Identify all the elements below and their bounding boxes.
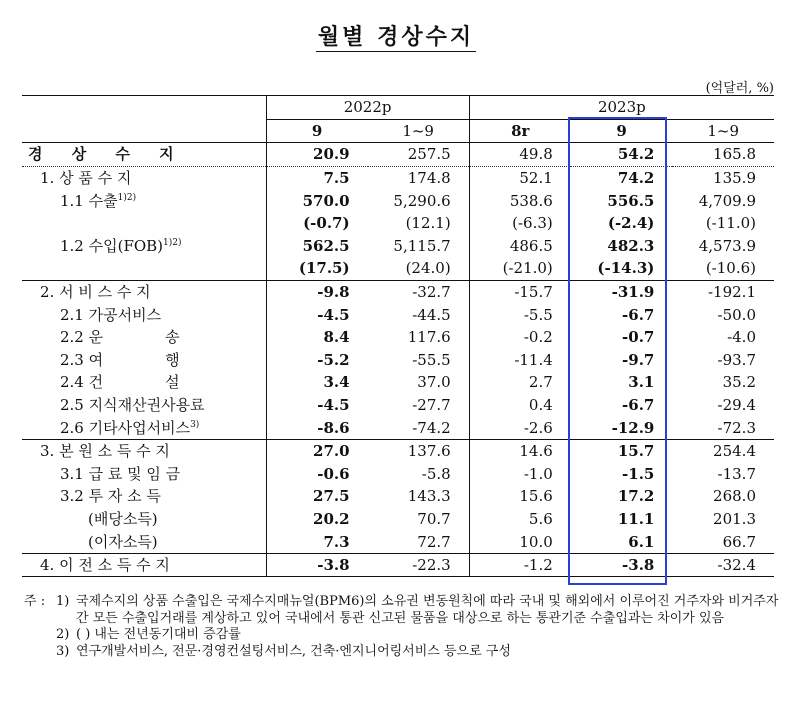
row-label-text: 2.6 기타사업서비스 [60, 418, 191, 437]
header-blank [22, 96, 266, 120]
unit-label: (억달러, %) [705, 81, 774, 96]
header-period-row [22, 119, 774, 143]
table-cell: 8.4 [266, 326, 368, 349]
table-row [22, 416, 774, 439]
table-cell: 4,573.9 [698, 236, 756, 255]
footnote-marker: 1)2) [163, 237, 182, 248]
table-cell: (24.0) [368, 257, 470, 280]
row-label-text: 2.2 운 [60, 328, 104, 347]
table-cell: -8.6 [266, 416, 368, 439]
table-cell: 74.2 [617, 169, 655, 188]
table-cell: -6.7 [622, 396, 655, 415]
table-cell: -5.2 [266, 349, 368, 372]
table-cell: 6.1 [571, 530, 673, 553]
table-row [22, 439, 774, 462]
table-row [22, 235, 774, 258]
footnote-text: 연구개발서비스, 전문·경영컨설팅서비스, 건축·엔지니어링서비스 등으로 구성 [76, 643, 511, 659]
table-cell: 7.3 [266, 530, 368, 553]
header-year-2023: 2023p [469, 96, 774, 120]
table-cell: -44.5 [412, 305, 451, 324]
table-cell: -0.6 [266, 463, 368, 486]
table-cell: -22.3 [368, 553, 470, 577]
row-label-text: 2.5 지식재산권사용료 [60, 396, 205, 415]
table-cell: 254.4 [713, 442, 756, 461]
row-label [22, 143, 266, 167]
table-cell: 15.6 [469, 485, 571, 508]
table-cell: -55.5 [412, 350, 451, 369]
table-row [22, 371, 774, 394]
table-cell: 570.0 [266, 189, 368, 212]
table-cell: -4.0 [727, 328, 756, 347]
table-cell: -31.9 [611, 283, 655, 302]
table-cell: 135.9 [713, 169, 756, 188]
table-cell: (-6.3) [469, 212, 571, 235]
table-cell: -9.7 [622, 350, 655, 369]
table-cell: 538.6 [469, 189, 571, 212]
table-cell: (-0.7) [266, 212, 368, 235]
table-row [22, 303, 774, 326]
table-cell: 66.7 [672, 530, 774, 553]
table-cell: -4.5 [266, 394, 368, 417]
footnote-marker: 1)2) [117, 192, 137, 203]
row-label [22, 303, 266, 326]
table-cell: -3.8 [571, 553, 673, 577]
table-cell: 137.6 [407, 442, 451, 461]
table-cell: -1.5 [622, 464, 655, 483]
table-cell: 20.9 [266, 143, 368, 167]
table-row [22, 189, 774, 212]
row-label [22, 257, 266, 280]
table-cell: 268.0 [713, 487, 756, 506]
table-row [22, 553, 774, 577]
table-cell: 0.4 [469, 394, 571, 417]
table-row [22, 508, 774, 531]
table-cell: 5.6 [469, 508, 571, 531]
footnote-text: 국제수지의 상품 수출입은 국제수지매뉴얼(BPM6)의 소유권 변동원칙에 따라 국내 및 해외에서 이루어진 거주자와 비거주자 간 모든 수출입거래를 계상하고 있어 국내에서 통관 신고된 물품을 대상으로 하는 통관기준 수출입과는 차이가 있음 [76, 594, 779, 626]
table-cell: 2.7 [469, 371, 571, 394]
row-label-text: (배당소득) [88, 509, 158, 528]
table-cell: -74.2 [368, 416, 470, 439]
row-label [22, 349, 266, 372]
table-cell: 72.7 [368, 530, 470, 553]
row-label [22, 508, 266, 531]
table-cell: -32.4 [672, 553, 774, 577]
table-cell: (-11.0) [705, 214, 756, 233]
table-row [22, 280, 774, 303]
header-col: 9 [266, 119, 368, 143]
table-row [22, 349, 774, 372]
table-cell: 54.2 [571, 143, 673, 167]
table-cell: (-21.0) [469, 257, 571, 280]
table-cell: -1.2 [469, 553, 571, 577]
footnote-prefix: 주 : [24, 594, 46, 609]
row-label-text: 1.2 수입(FOB) [60, 236, 164, 255]
table-cell: 201.3 [713, 509, 756, 528]
row-label-text: 2.1 가공서비스 [60, 305, 162, 324]
row-label [22, 553, 266, 577]
table-cell: -27.7 [412, 396, 451, 415]
header-col: 8r [469, 119, 571, 143]
table-cell: -1.0 [469, 463, 571, 486]
footnotes [24, 594, 784, 660]
table-cell: 49.8 [469, 143, 571, 167]
header-year-2022: 2022p [266, 96, 469, 120]
table-cell: -72.3 [672, 416, 774, 439]
row-label-text: 4. 이 전 소 득 수 지 [40, 556, 170, 575]
table-cell: -93.7 [717, 350, 756, 369]
table-cell: -2.6 [469, 416, 571, 439]
table-row [22, 530, 774, 553]
table-row [22, 326, 774, 349]
table-row [22, 166, 774, 189]
table-cell: 486.5 [469, 235, 571, 258]
row-label-text: 2.4 건 [60, 373, 104, 392]
row-label-text: 1.1 수출 [60, 191, 118, 210]
table-cell: 5,290.6 [393, 191, 451, 210]
row-label [22, 189, 266, 212]
table-cell: -32.7 [412, 283, 451, 302]
row-label-text: 3.2 투 자 소 득 [60, 487, 161, 506]
table-row [22, 463, 774, 486]
table-cell: (17.5) [266, 257, 368, 280]
header-col: 1~9 [368, 119, 470, 143]
row-label-text: 송 [165, 328, 180, 347]
row-label-text: 경 상 수 지 [28, 145, 186, 164]
table-cell: -4.5 [266, 303, 368, 326]
table-cell: (12.1) [405, 214, 451, 233]
table-cell: 70.7 [417, 509, 451, 528]
table-cell: -0.7 [622, 328, 655, 347]
footnote-2 [24, 627, 784, 644]
table-cell: -12.9 [571, 416, 673, 439]
table-cell: 257.5 [368, 143, 470, 167]
table-cell: 4,709.9 [698, 191, 756, 210]
footnote-marker: 3) [190, 419, 200, 430]
table-cell: -6.7 [622, 305, 655, 324]
row-label-text: (이자소득) [88, 532, 158, 551]
table-cell: 3.4 [266, 371, 368, 394]
footnote-text: ( ) 내는 전년동기대비 증감률 [76, 627, 241, 642]
row-label-text: 설 [165, 373, 180, 392]
table-cell: 27.5 [266, 485, 368, 508]
row-label-text: 2.3 여 [60, 350, 104, 369]
row-label [22, 371, 266, 394]
header-year-row [22, 96, 774, 120]
current-account-table [22, 95, 774, 577]
table-cell: 10.0 [469, 530, 571, 553]
row-label-text: 2. 서 비 스 수 지 [40, 283, 151, 302]
row-label [22, 439, 266, 462]
header-col: 9 [571, 119, 673, 143]
table-row [22, 257, 774, 280]
table-row [22, 143, 774, 167]
header-blank [22, 119, 266, 143]
row-label [22, 212, 266, 235]
row-label-text: 3.1 급 료 및 임 금 [60, 464, 181, 483]
table-cell: 17.2 [617, 487, 655, 506]
table-cell: 7.5 [266, 166, 368, 189]
table-cell: (-2.4) [607, 214, 655, 233]
table-cell: 143.3 [407, 487, 451, 506]
row-label-text: 3. 본 원 소 득 수 지 [40, 442, 170, 461]
table-cell: 11.1 [617, 509, 655, 528]
footnote-1 [24, 594, 784, 627]
row-label-text: 행 [165, 350, 180, 369]
table-cell: 174.8 [407, 169, 451, 188]
table-cell: -9.8 [266, 280, 368, 303]
table-cell: 562.5 [266, 235, 368, 258]
table-cell: -5.8 [421, 464, 451, 483]
table-cell: 37.0 [417, 373, 451, 392]
footnote-number: 2) [56, 627, 70, 642]
table-cell: -0.2 [469, 326, 571, 349]
table-cell: 556.5 [607, 191, 655, 210]
row-label-text: 1. 상 품 수 지 [40, 169, 132, 188]
table-cell: 5,115.7 [393, 236, 451, 255]
row-label [22, 235, 266, 258]
row-label [22, 394, 266, 417]
table-cell: 117.6 [407, 328, 451, 347]
table-cell: 165.8 [672, 143, 774, 167]
table-cell: -5.5 [469, 303, 571, 326]
table-cell: -192.1 [707, 283, 756, 302]
table-cell: 20.2 [266, 508, 368, 531]
footnote-number: 1) [56, 594, 70, 609]
row-label [22, 463, 266, 486]
page-title: 월별 경상수지 [317, 24, 475, 50]
table-cell: 27.0 [266, 439, 368, 462]
table-cell: -29.4 [717, 396, 756, 415]
table-row [22, 394, 774, 417]
row-label [22, 280, 266, 303]
row-label [22, 166, 266, 189]
table-cell: 482.3 [607, 236, 655, 255]
table-cell: 3.1 [628, 373, 655, 392]
table-cell: -50.0 [717, 305, 756, 324]
table-cell: (-10.6) [672, 257, 774, 280]
table-cell: -15.7 [469, 280, 571, 303]
table-row [22, 212, 774, 235]
table-cell: 52.1 [469, 166, 571, 189]
table-cell: -13.7 [717, 464, 756, 483]
row-label [22, 530, 266, 553]
table-cell: 35.2 [722, 373, 756, 392]
row-label [22, 326, 266, 349]
table-cell: (-14.3) [571, 257, 673, 280]
table-row [22, 485, 774, 508]
header-col: 1~9 [672, 119, 774, 143]
table-cell: -11.4 [469, 349, 571, 372]
row-label [22, 416, 266, 439]
table-cell: -3.8 [266, 553, 368, 577]
footnote-number: 3) [56, 643, 70, 659]
row-label [22, 485, 266, 508]
table-cell: 15.7 [617, 442, 655, 461]
footnote-3 [24, 644, 784, 661]
table-cell: 14.6 [469, 439, 571, 462]
